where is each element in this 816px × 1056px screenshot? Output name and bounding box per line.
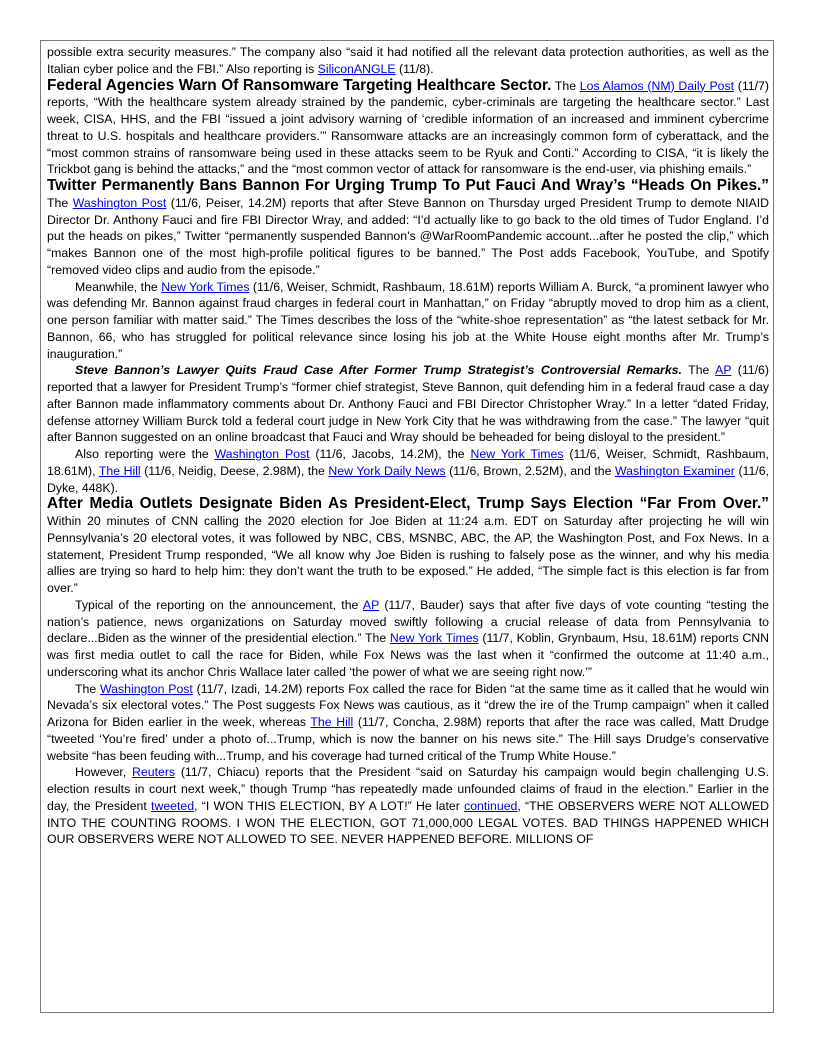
the-hill-link[interactable]: The Hill [98,463,141,478]
washington-post-link[interactable]: Washington Post [214,447,310,461]
bannon-paragraph-2: Meanwhile, the New York Times (11/6, Weiser, Schmidt, Rashbaum, 18.61M) reports William A. Burck, “a prominent lawyer who was defending Mr. Bannon against fraud charges in federal court in Manhattan,” on Friday “abruptly moved to drop him as a client, one person familiar with matter said.” The Times describes the loss of the “white-shoe representation” as “the latest setback for Mr. Bannon, 66, who has struggled for political relevance since losing his job at the White House eight months after Mr. Trump’s inauguration.” [47,279,769,361]
bannon-paragraph-4: Also reporting were the Washington Post (11/6, Jacobs, 14.2M), the New York Times (11/6, Weiser, Schmidt, Rashbaum, 18.61M), The Hill (11/6, Neidig, Deese, 2.98M), the New York Daily News (11/6, Brown, 2.52M), and the Washington Examiner (11/6, Dyke, 448K). [47,447,769,495]
ap-link[interactable]: AP [362,597,380,612]
document-body [47,44,769,848]
ap-link[interactable]: AP [715,363,732,378]
tweeted-link[interactable]: tweeted [151,798,195,813]
bannon-story: Twitter Permanently Bans Bannon For Urging Trump To Put Fauci And Wray’s “Heads On Pikes.” The Washington Post (11/6, Peiser, 14.2M) reports that after Steve Bannon on Thursday urged President Trump to demote NIAID Director Dr. Anthony Fauci and fire FBI Director Wray, and added: “I’d actually like to go back to the old times of Tudor England. I’d put the heads on pikes,” Twitter “permanently suspended Bannon’s @WarRoomPandemic account...after he posted the clip,” which “makes Bannon one of the most high-profile political figures to be banned.” The Post adds Facebook, YouTube, and Spotify “removed video clips and audio from the episode.” [47,177,769,277]
new-york-daily-news-link[interactable]: New York Daily News [328,463,446,478]
election-paragraph-4: However, Reuters (11/7, Chiacu) reports that the President “said on Saturday his campaign would begin challenging U.S. election results in court next week,” though Trump “has repeatedly made unfounded claims of fraud in the election.” Earlier in the day, the President tweeted, “I WON THIS ELECTION, BY A LOT!” He later continued, “THE OBSERVERS WERE NOT ALLOWED INTO THE COUNTING ROOMS. I WON THE ELECTION, GOT 71,000,000 LEGAL VOTES. BAD THINGS HAPPENED WHICH OUR OBSERVERS WERE NOT ALLOWED TO SEE. NEVER HAPPENED BEFORE. MILLIONS OF [47,765,769,847]
election-paragraph-2: Typical of the reporting on the announcement, the AP (11/7, Bauder) says that after five days of vote counting “testing the nation’s patience, news organizations on Saturday moved swiftly following a crucial release of data from Pennsylvania to declare...Biden as the winner of the presidential election.” The New York Times (11/7, Koblin, Grynbaum, Hsu, 18.61M) reports CNN was first media outlet to call the race for Biden, while Fox News was the last when it “confirmed the outcome at 11:40 a.m., underscoring what its anchor Chris Wallace later called ‘the power of what we are seeing right now.’” [47,597,770,679]
bannon-headline: Twitter Permanently Bans Bannon For Urging Trump To Put Fauci And Wray’s “Heads On Pikes.” [47,177,769,194]
the-hill-link[interactable]: The Hill [310,715,354,729]
bannon-paragraph-3: Steve Bannon’s Lawyer Quits Fraud Case After Former Trump Strategist’s Controversial Remarks. The AP (11/6) reported that a lawyer for President Trump’s “former chief strategist, Steve Bannon, quit defending him in a federal fraud case a day after Bannon made inflammatory comments about Dr. Anthony Fauci and FBI Director Christopher Wray.” In a letter “dated Friday, defense attorney William Burck told a federal court judge in New York City that he was withdrawing from the case.” The lawyer “quit after Bannon suggested on an online broadcast that Fauci and Wray should be beheaded for being disloyal to the president.” [47,363,769,445]
bannon-subheadline: Steve Bannon’s Lawyer Quits Fraud Case After Former Trump Strategist’s Controversial Remarks. [75,363,682,378]
continuation-paragraph: possible extra security measures.” The company also “said it had notified all the relevant data protection authorities, as well as the Italian cyber police and the FBI.” Also reporting is SiliconANGLE (11/8). [47,45,769,76]
continued-link[interactable]: continued [464,798,518,813]
washington-examiner-link[interactable]: Washington Examiner [614,463,735,478]
election-paragraph-3: The Washington Post (11/7, Izadi, 14.2M) reports Fox called the race for Biden “at the same time as it called that he would win Nevada’s six electoral votes.” The Post suggests Fox News was cautious, as it “drew the ire of the Trump campaign” when it called Arizona for Biden earlier in the week, whereas The Hill (11/7, Concha, 2.98M) reports that after the race was called, Matt Drudge “tweeted ‘You’re fired’ under a photo of...Trump, which is now the banner on his news site.” The Hill says Drudge’s conservative website “has been feuding with...Trump, and his coverage had turned critical of the Trump White House.” [47,681,770,763]
washington-post-link[interactable]: Washington Post [72,195,167,210]
new-york-times-link[interactable]: New York Times [470,447,564,461]
ransomware-story: Federal Agencies Warn Of Ransomware Targeting Healthcare Sector. The Los Alamos (NM) Daily Post (11/7) reports, “With the healthcare system already strained by the pandemic, cyber-criminals are targeting the healthcare sector.” Last week, CISA, HHS, and the FBI “issued a joint advisory warning of ‘credible information of an increased and imminent cybercrime threat to U.S. hospitals and healthcare providers.’” Ransomware attacks are an increasingly common form of cyberattack, and the “most common strains of ransomware being used in these attacks seem to be Ryuk and Conti.” According to CISA, “it is likely the Trickbot gang is behind the attacks,” and the “most common vector of attack for ransomware is the end-user, via phishing emails.” [47,76,769,177]
election-headline: After Media Outlets Designate Biden As President-Elect, Trump Says Election “Far From Over.” [47,495,769,513]
ransomware-headline: Federal Agencies Warn Of Ransomware Targeting Healthcare Sector. [47,76,552,94]
reuters-link[interactable]: Reuters [132,765,176,780]
new-york-times-link[interactable]: New York Times [389,631,479,646]
los-alamos-link[interactable]: Los Alamos (NM) Daily Post [579,78,735,93]
election-story: After Media Outlets Designate Biden As President-Elect, Trump Says Election “Far From Over.” Within 20 minutes of CNN calling the 2020 election for Joe Biden at 11:24 a.m. EDT on Saturday after projecting he will win Pennsylvania’s 20 electoral votes, it was followed by NBC, CBS, MSNBC, ABC, the AP, the Washington Post, and Fox News. In a statement, President Trump responded, “We all know why Joe Biden is rushing to falsely pose as the winner, and why his media allies are trying so hard to help him: they don’t want the truth to be exposed.” He added, “The simple fact is this election is far from over.” [47,495,769,595]
washington-post-link[interactable]: Washington Post [99,681,193,696]
siliconangle-link[interactable]: SiliconANGLE [317,61,396,76]
new-york-times-link[interactable]: New York Times [161,279,250,294]
